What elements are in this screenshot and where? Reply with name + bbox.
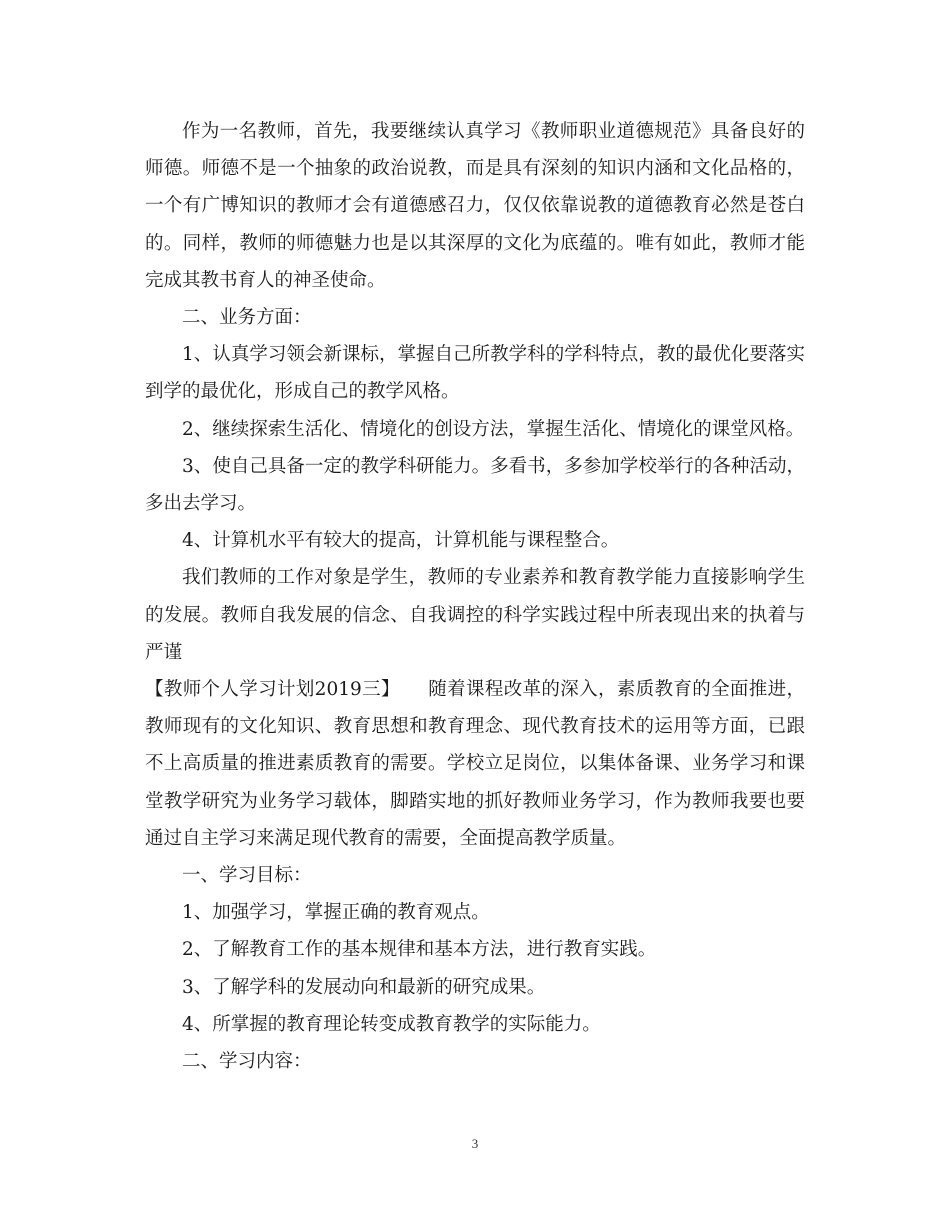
list-item-goal-4: 4、所掌握的教育理论转变成教育教学的实际能力。 <box>182 1013 601 1035</box>
heading-study-content: 二、学习内容： <box>182 1051 312 1073</box>
paragraph-study-plan-three: 【教师个人学习计划2019三】 随着课程改革的深入，素质教育的全面推进，教师现有的文化知识、教育思想和教育理念、现代教育技术的运用等方面，已跟不上高质量的推进素质教育的需要。学校立足岗位，以集体备课、业务学习和课堂教学研究为业务学习载体，脚踏实地的抓好教师业务学习，作为教师我要也要通过自主学习来满足现代教育的需要，全面提高教学质量。 <box>145 679 805 849</box>
paragraph-teacher-ethics: 作为一名教师，首先，我要继续认真学习《教师职业道德规范》具备良好的师德。师德不是一个抽象的政治说教，而是具有深刻的知识内涵和文化品格的，一个有广博知识的教师才会有道德感召力，仅仅依靠说教的道德教育必然是苍白的。同样，教师的师德魅力也是以其深厚的文化为底蕴的。唯有如此，教师才能完成其教书育人的神圣使命。 <box>145 121 805 291</box>
list-item-research-ability: 3、使自己具备一定的教学科研能力。多看书，多参加学校举行的各种活动，多出去学习。 <box>145 455 805 515</box>
list-item-new-curriculum: 1、认真学习领会新课标，掌握自己所教学科的学科特点，教的最优化要落实到学的最优化，形成自己的教学风格。 <box>145 344 805 403</box>
list-item-goal-2: 2、了解教育工作的基本规律和基本方法，进行教育实践。 <box>182 939 657 961</box>
paragraph-teacher-work: 我们教师的工作对象是学生，教师的专业素养和教育教学能力直接影响学生的发展。教师自我发展的信念、自我调控的科学实践过程中所表现出来的执着与严谨 <box>145 567 805 663</box>
list-item-goal-1: 1、加强学习，掌握正确的教育观点。 <box>182 902 490 924</box>
list-item-computer-skills: 4、计算机水平有较大的提高，计算机能与课程整合。 <box>182 530 620 552</box>
heading-business-aspects: 二、业务方面： <box>182 307 312 329</box>
list-item-goal-3: 3、了解学科的发展动向和最新的研究成果。 <box>182 976 546 998</box>
page-number: 3 <box>471 1136 479 1151</box>
heading-study-goals: 一、学习目标： <box>182 865 312 887</box>
list-item-life-situation: 2、继续探索生活化、情境化的创设方法，掌握生活化、情境化的课堂风格。 <box>182 418 805 440</box>
document-body <box>145 113 805 1080</box>
